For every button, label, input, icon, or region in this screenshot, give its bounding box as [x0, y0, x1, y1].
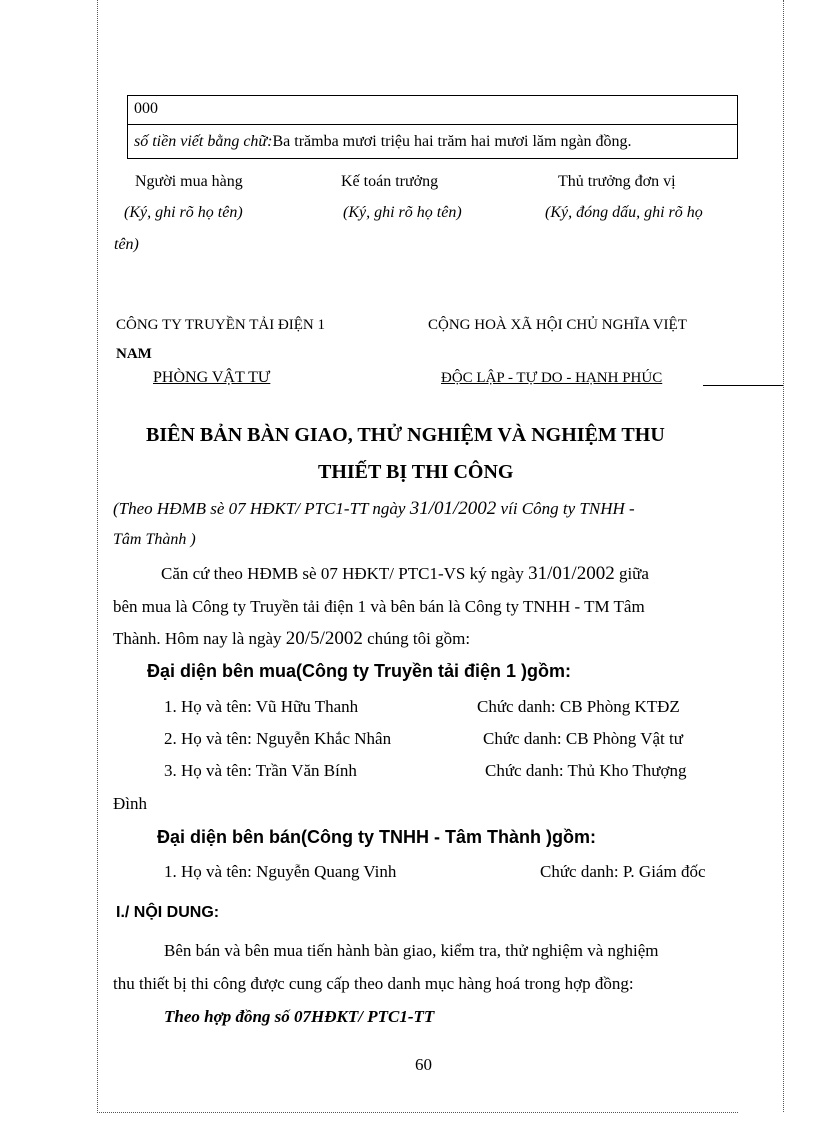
header-motto-underline [703, 385, 783, 386]
signature-accountant-note: (Ký, ghi rõ họ tên) [343, 204, 462, 221]
amount-number: 000 [134, 100, 158, 117]
content-paragraph-line2: thu thiết bị thi công được cung cấp theo danh mục hàng hoá trong hợp đồng: [113, 974, 634, 993]
reference-date: 31/01/2002 [409, 498, 497, 519]
meeting-date: 20/5/2002 [285, 628, 363, 649]
header-motto: ĐỘC LẬP - TỰ DO - HẠNH PHÚC [441, 370, 663, 386]
buyer-member-1-role: Chức danh: CB Phòng KTĐZ [477, 697, 680, 716]
signature-buyer-note: (Ký, ghi rõ họ tên) [124, 204, 243, 221]
intro-line2: bên mua là Công ty Truyền tải điện 1 và bên bán là Công ty TNHH - TM Tâm [113, 597, 645, 616]
reference-line2: Tâm Thành ) [113, 531, 196, 548]
reference-line1 [113, 498, 635, 520]
amount-words-value: Ba trămba mươi triệu hai trăm hai mươi lăm ngàn đồng. [272, 133, 632, 150]
intro-line1 [161, 563, 649, 585]
signature-accountant-title: Kế toán trưởng [341, 173, 439, 190]
document-title-line2: THIẾT BỊ THI CÔNG [318, 461, 514, 483]
reference-text-a: (Theo HĐMB sè 07 HĐKT/ PTC1-TT ngày [113, 499, 410, 518]
buyer-member-1-name: 1. Họ và tên: Vũ Hữu Thanh [164, 697, 359, 716]
amount-words-label: số tiền viết bằng chữ: [134, 133, 273, 150]
header-company: CÔNG TY TRUYỀN TẢI ĐIỆN 1 [116, 317, 326, 333]
buyer-member-2-role: Chức danh: CB Phòng Vật tư [483, 729, 683, 748]
document-title-line1: BIÊN BẢN BÀN GIAO, THỬ NGHIỆM VÀ NGHIỆM THU [146, 424, 665, 446]
intro-text-d: chúng tôi gồm: [362, 629, 471, 648]
seller-member-1-role: Chức danh: P. Giám đốc [540, 862, 706, 881]
buyer-member-3-role-wrap: Đình [113, 794, 147, 813]
signature-head-title: Thủ trưởng đơn vị [558, 173, 676, 190]
header-republic-line2: NAM [116, 346, 152, 362]
buyer-member-3-role: Chức danh: Thủ Kho Thượng [485, 761, 687, 780]
buyer-section-heading: Đại diện bên mua(Công ty Truyền tải điện 1 )gồm: [147, 661, 572, 681]
header-department: PHÒNG VẬT TƯ [153, 369, 271, 386]
intro-date: 31/01/2002 [528, 563, 615, 584]
seller-section-heading: Đại diện bên bán(Công ty TNHH - Tâm Thành )gồm: [157, 827, 596, 847]
amount-words-row [134, 133, 632, 151]
amount-table [127, 95, 738, 159]
header-republic-line1: CỘNG HOÀ XÃ HỘI CHỦ NGHĨA VIỆT [428, 317, 687, 333]
content-heading: I./ NỘI DUNG: [116, 904, 220, 921]
page-border-right [783, 0, 784, 1112]
seller-member-1-name: 1. Họ và tên: Nguyễn Quang Vinh [164, 862, 397, 881]
buyer-member-2-name: 2. Họ và tên: Nguyễn Khắc Nhân [164, 729, 392, 748]
signature-head-note-line2: tên) [114, 236, 139, 253]
amount-table-row-number [128, 96, 737, 125]
intro-text-a: Căn cứ theo HĐMB sè 07 HĐKT/ PTC1-VS ký ngày [161, 564, 529, 583]
contract-reference: Theo hợp đồng số 07HĐKT/ PTC1-TT [164, 1007, 435, 1026]
reference-text-b: víi Công ty TNHH - [496, 499, 635, 518]
intro-text-b: giữa [614, 564, 649, 583]
intro-text-c: Thành. Hôm nay là ngày [113, 629, 286, 648]
intro-line3 [113, 628, 470, 650]
signature-buyer-title: Người mua hàng [135, 173, 243, 190]
page-number: 60 [415, 1055, 432, 1074]
signature-head-note-line1: (Ký, đóng dấu, ghi rõ họ [545, 204, 703, 221]
buyer-member-3-name: 3. Họ và tên: Trần Văn Bính [164, 761, 357, 780]
content-paragraph-line1: Bên bán và bên mua tiến hành bàn giao, kiểm tra, thử nghiệm và nghiệm [164, 941, 659, 960]
